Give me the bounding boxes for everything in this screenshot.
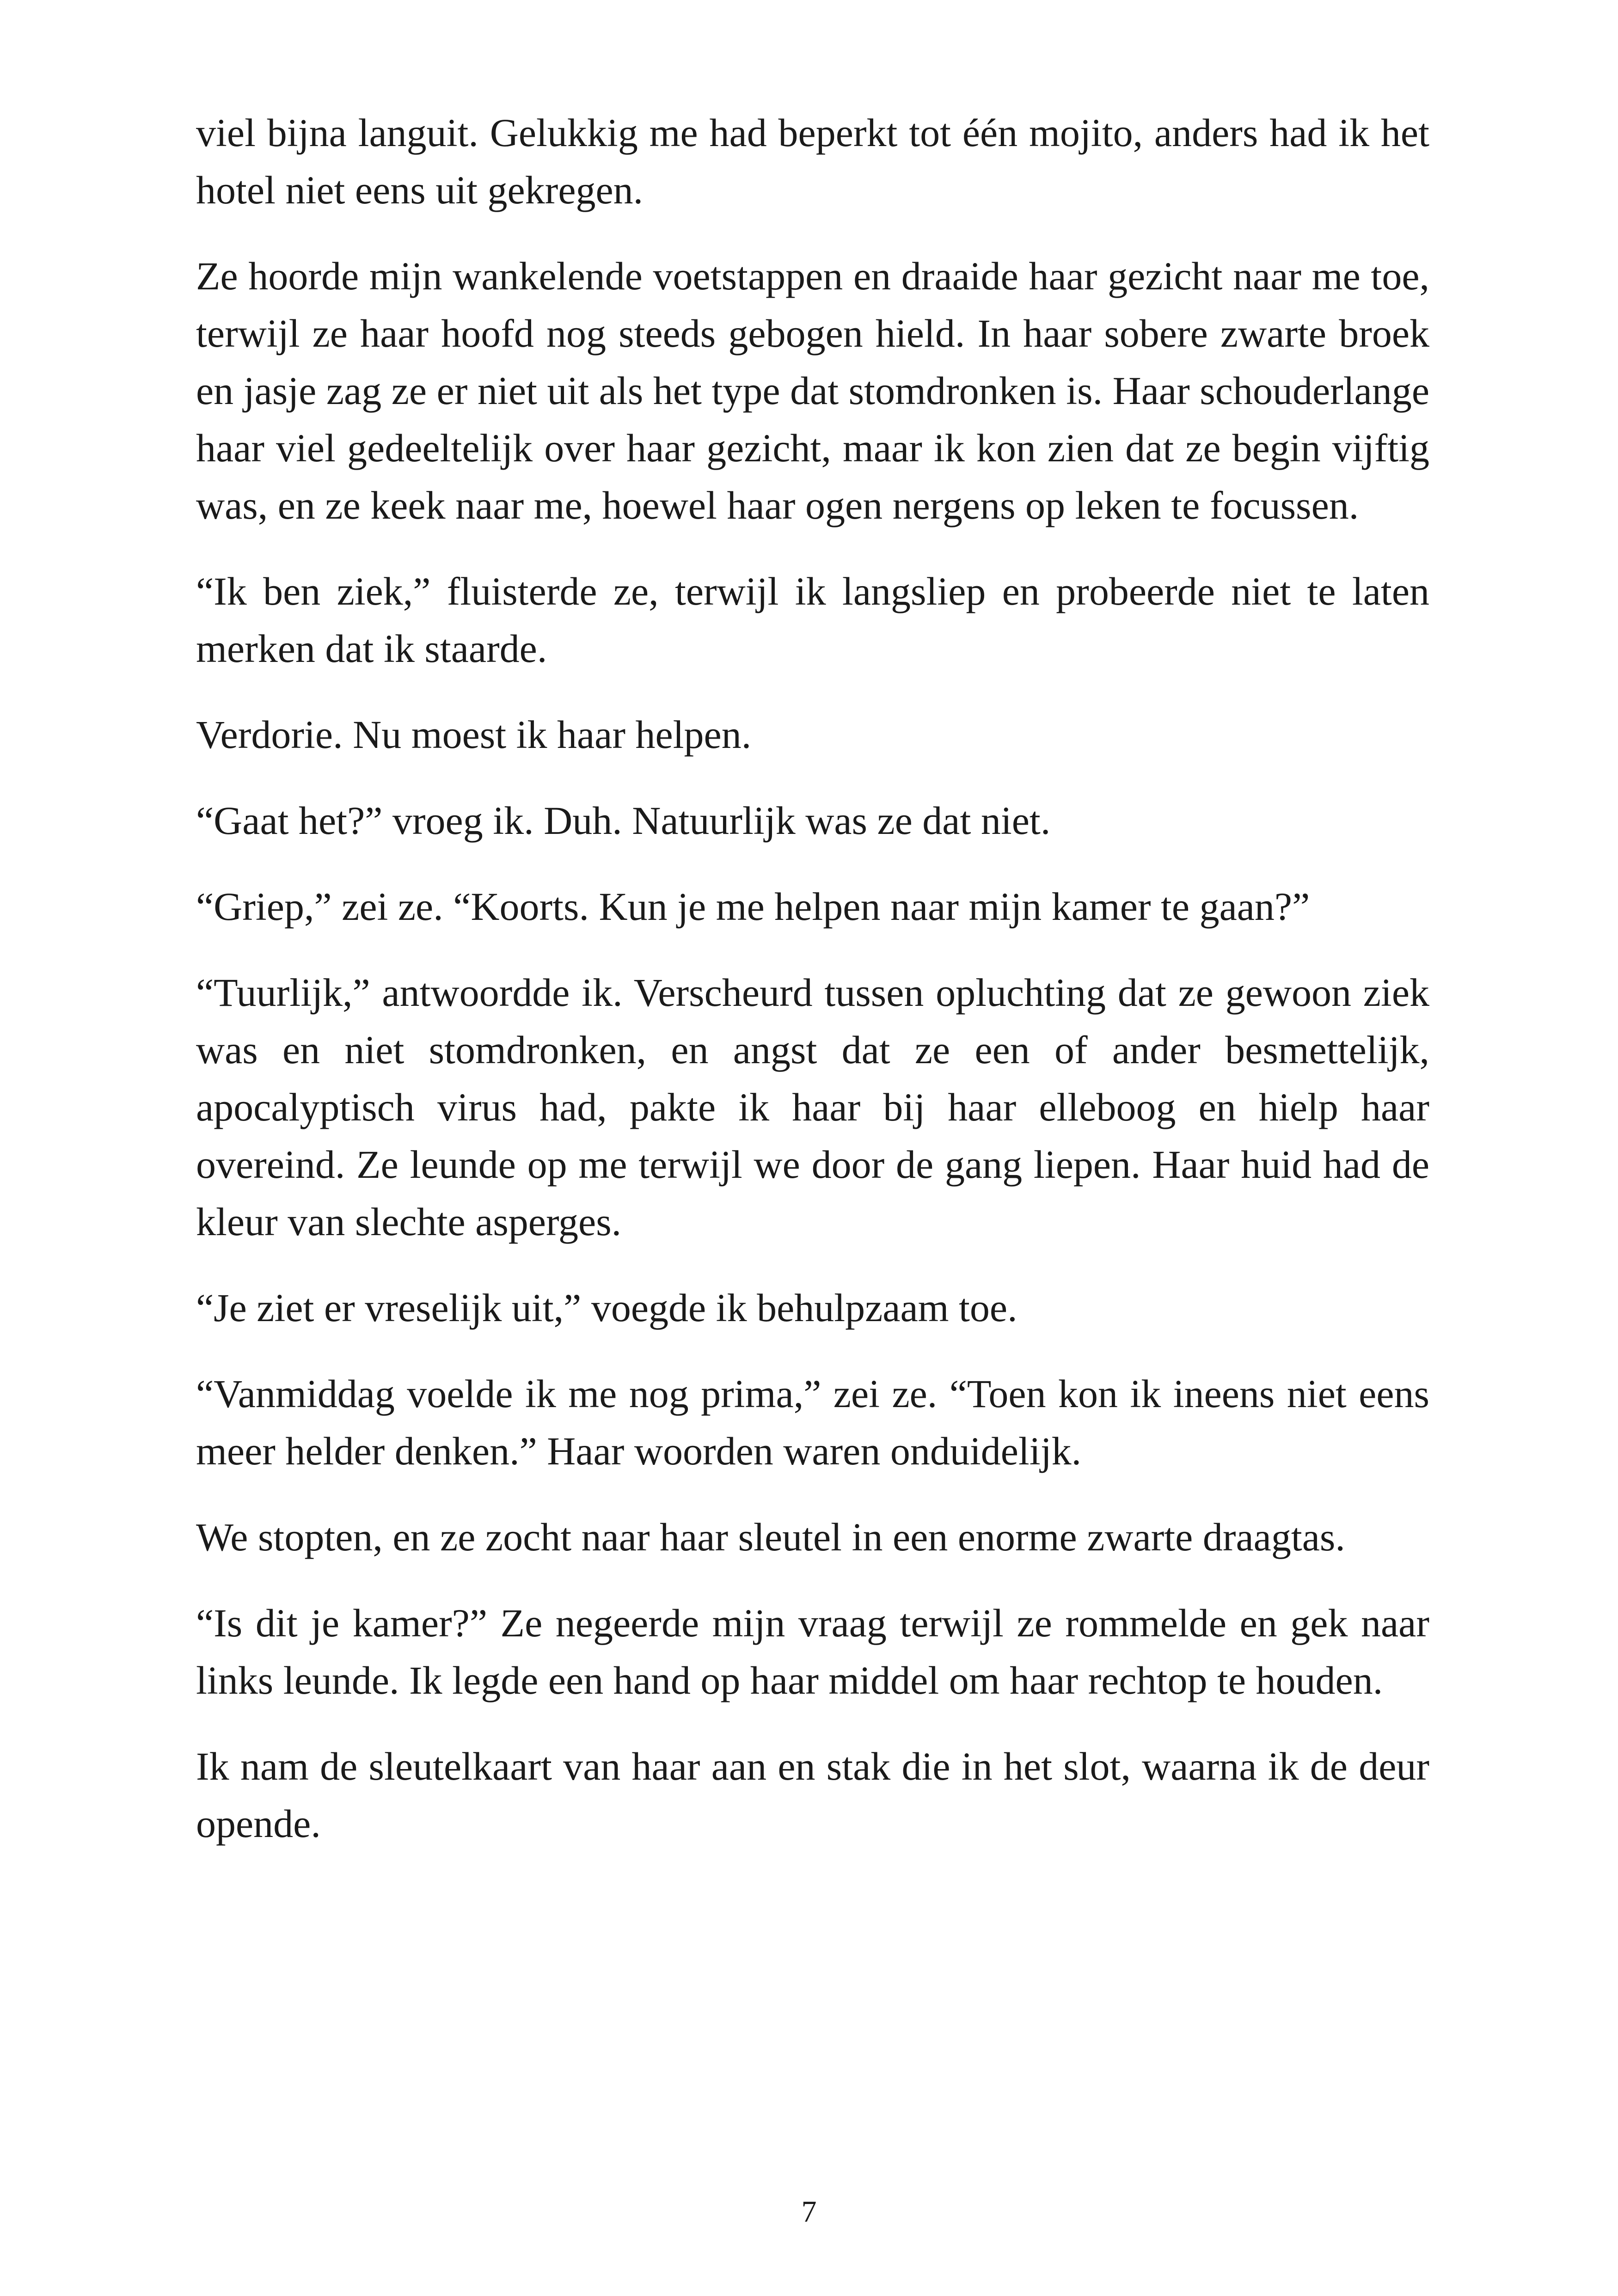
body-text — [196, 104, 1429, 1881]
paragraph: We stopten, en ze zocht naar haar sleutel in een enorme zwarte draagtas. — [196, 1515, 1345, 1559]
paragraph: viel bijna languit. Gelukkig me had beperkt tot één mojito, anders had ik het hotel niet eens uit gekregen. — [196, 110, 1429, 212]
paragraph: Ik nam de sleutelkaart van haar aan en stak die in het slot, waarna ik de deur opende. — [196, 1744, 1429, 1846]
paragraph: Verdorie. Nu moest ik haar helpen. — [196, 712, 752, 757]
paragraph: “Vanmiddag voelde ik me nog prima,” zei ze. “Toen kon ik ineens niet eens meer helder denken.” Haar woorden waren onduidelijk. — [196, 1371, 1429, 1473]
paragraph: “Ik ben ziek,” fluisterde ze, terwijl ik langsliep en probeerde niet te laten merken dat ik staarde. — [196, 569, 1429, 671]
paragraph: “Griep,” zei ze. “Koorts. Kun je me helpen naar mijn kamer te gaan?” — [196, 884, 1310, 929]
paragraph: “Je ziet er vreselijk uit,” voegde ik behulpzaam toe. — [196, 1286, 1017, 1330]
paragraph: Ze hoorde mijn wankelende voetstappen en draaide haar gezicht naar me toe, terwijl ze haar hoofd nog steeds gebogen hield. In haar sobere zwarte broek en jasje zag ze er niet uit als het type dat stomdronken is. Haar schouderlange haar viel gedeeltelijk over haar gezicht, maar ik kon zien dat ze begin vijftig was, en ze keek naar me, hoewel haar ogen nergens op leken te focussen. — [196, 254, 1429, 527]
paragraph: “Is dit je kamer?” Ze negeerde mijn vraag terwijl ze rommelde en gek naar links leunde. Ik legde een hand op haar middel om haar rechtop te houden. — [196, 1601, 1429, 1702]
paragraph: “Tuurlijk,” antwoordde ik. Verscheurd tussen opluchting dat ze gewoon ziek was en niet stomdronken, en angst dat ze een of ander besmettelijk, apocalyptisch virus had, pakte ik haar bij haar elleboog en hielp haar overeind. Ze leunde op me terwijl we door de gang liepen. Haar huid had de kleur van slechte asperges. — [196, 970, 1429, 1244]
page-number: 7 — [801, 2195, 817, 2229]
paragraph: “Gaat het?” vroeg ik. Duh. Natuurlijk was ze dat niet. — [196, 798, 1051, 843]
